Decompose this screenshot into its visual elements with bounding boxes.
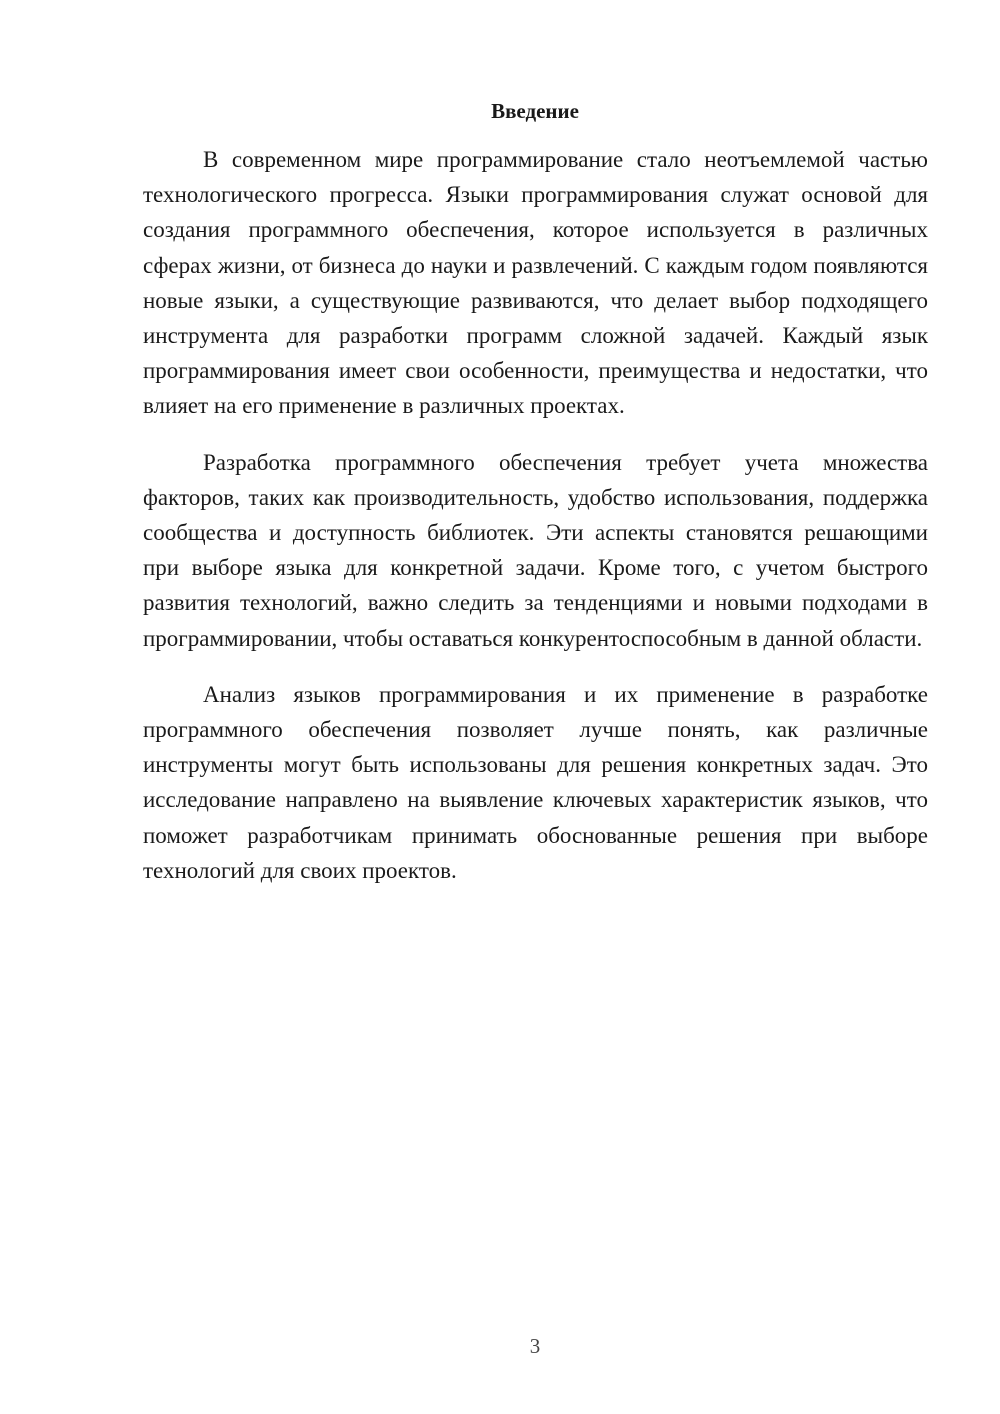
paragraph-3: Анализ языков программирования и их применение в разработке программного обеспечения позволяет лучше понять, как различные инструменты могут быть использованы для решения конкретных задач. Это исследование направлено на выявление ключевых характеристик языков, что поможет разработчикам принимать обоснованные решения при выборе технологий для своих проектов. — [143, 681, 928, 883]
section-title: Введение — [491, 99, 579, 123]
paragraph-2: Разработка программного обеспечения требует учета множества факторов, таких как производительность, удобство использования, поддержка сообщества и доступность библиотек. Эти аспекты становятся решающими при выборе языка для конкретной задачи. Кроме того, с учетом быстрого развития технологий, важно следить за тенденциями и новыми подходами в программировании, чтобы оставаться конкурентоспособным в данной области. — [143, 449, 928, 651]
paragraph-1: В современном мире программирование стало неотъемлемой частью технологического прогресса. Языки программирования служат основой для создания программного обеспечения, которое используется в различных сферах жизни, от бизнеса до науки и развлечений. С каждым годом появляются новые языки, а существующие развиваются, что делает выбор подходящего инструмента для разработки программ сложной задачей. Каждый язык программирования имеет свои особенности, преимущества и недостатки, что влияет на его применение в различных проектах. — [143, 147, 928, 419]
page-number: 3 — [529, 1334, 541, 1358]
document-body — [143, 142, 928, 888]
